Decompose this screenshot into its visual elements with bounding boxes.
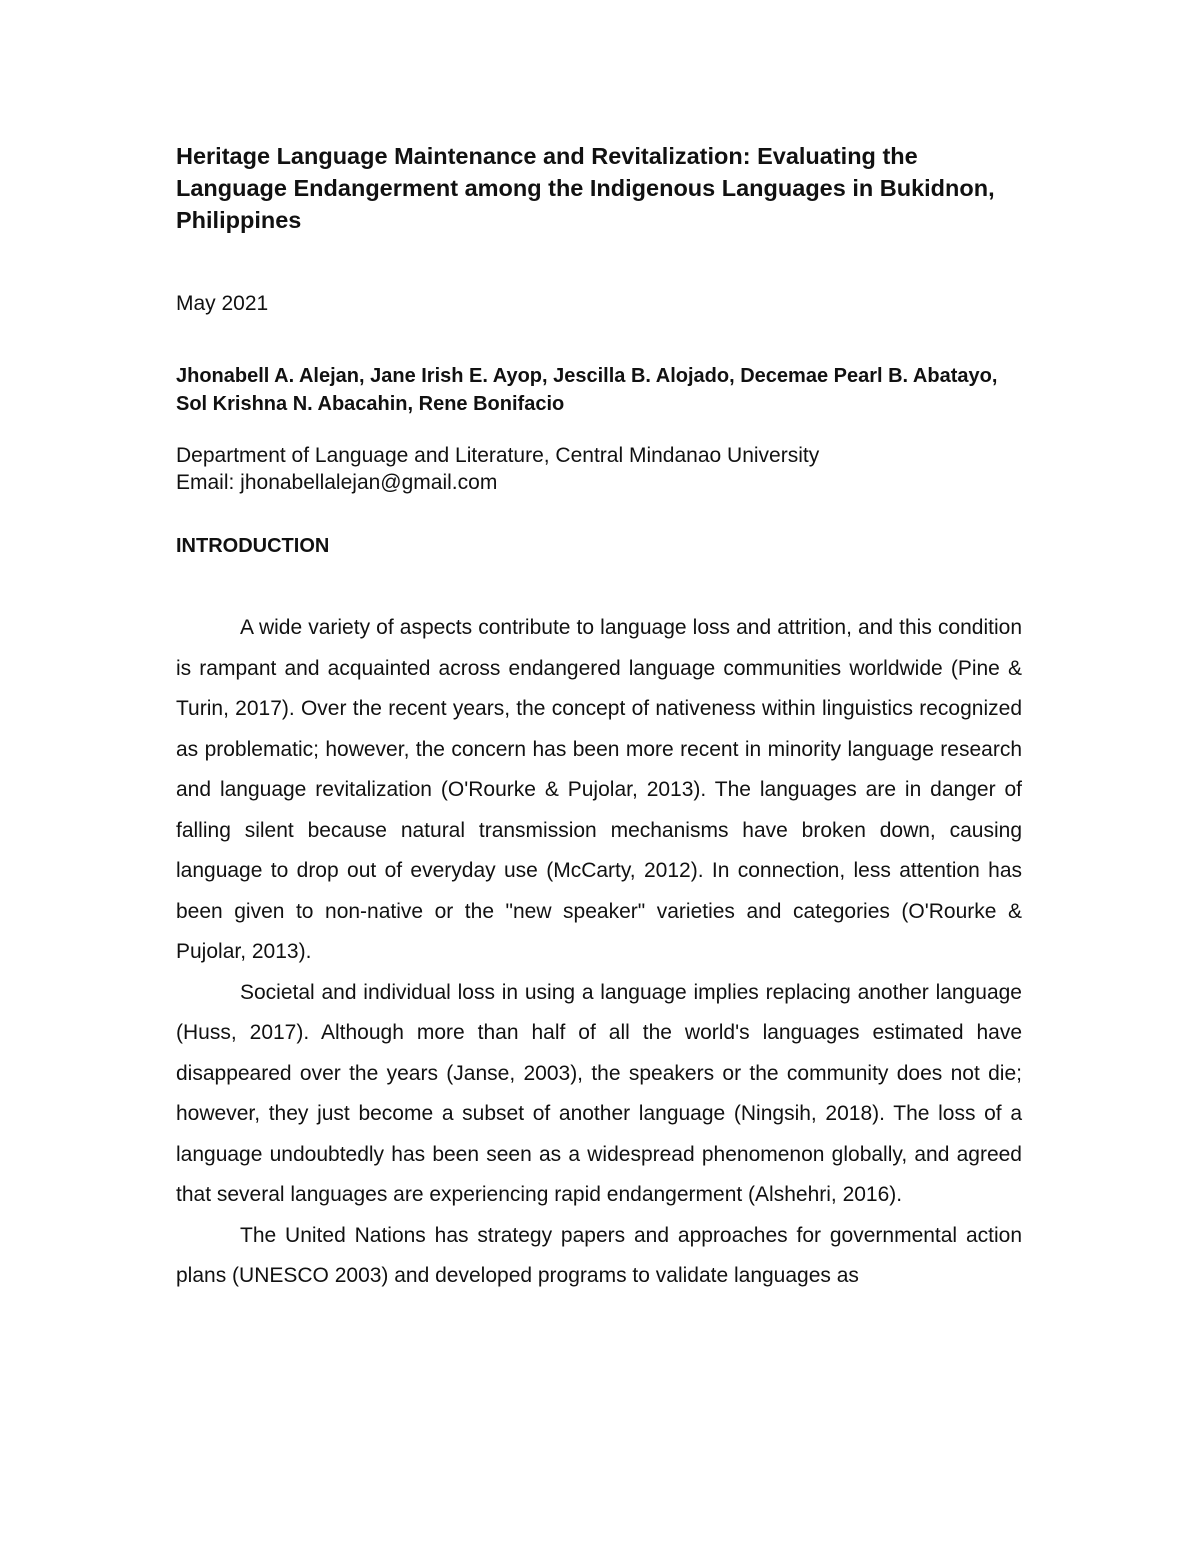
paragraph: The United Nations has strategy papers and approaches for governmental action plans (UNESCO 2003) and developed programs to validate languages as <box>176 1223 1022 1287</box>
affiliation-email: Email: jhonabellalejan@gmail.com <box>176 471 498 494</box>
author-list: Jhonabell A. Alejan, Jane Irish E. Ayop, Jescilla B. Alojado, Decemae Pearl B. Abatayo, Sol Krishna N. Abacahin, Rene Bonifacio <box>176 365 998 415</box>
affiliation-block <box>176 442 1022 496</box>
page-content <box>176 140 1022 1297</box>
paper-title: Heritage Language Maintenance and Revitalization: Evaluating the Language Endangerment among the Indigenous Languages in Bukidnon, Philippines <box>176 143 995 233</box>
paragraph: Societal and individual loss in using a language implies replacing another language (Huss, 2017). Although more than half of all the world's languages estimated have disappeared over the years (Janse, 2003), the speakers or the community does not die; however, they just become a subset of another language (Ningsih, 2018). The loss of a language undoubtedly has been seen as a widespread phenomenon globally, and agreed that several languages are experiencing rapid endangerment (Alshehri, 2016). <box>176 980 1022 1206</box>
introduction-body <box>176 608 1022 1297</box>
publication-date: May 2021 <box>176 292 269 315</box>
paragraph: A wide variety of aspects contribute to language loss and attrition, and this condition is rampant and acquainted across endangered language communities worldwide (Pine & Turin, 2017). Over the recent years, the concept of nativeness within linguistics recognized as problematic; however, the concern has been more recent in minority language research and language revitalization (O'Rourke & Pujolar, 2013). The languages are in danger of falling silent because natural transmission mechanisms have broken down, causing language to drop out of everyday use (McCarty, 2012). In connection, less attention has been given to non-native or the "new speaker" varieties and categories (O'Rourke & Pujolar, 2013). <box>176 616 1022 963</box>
section-heading-introduction: INTRODUCTION <box>176 535 330 557</box>
affiliation-department: Department of Language and Literature, Central Mindanao University <box>176 444 820 467</box>
